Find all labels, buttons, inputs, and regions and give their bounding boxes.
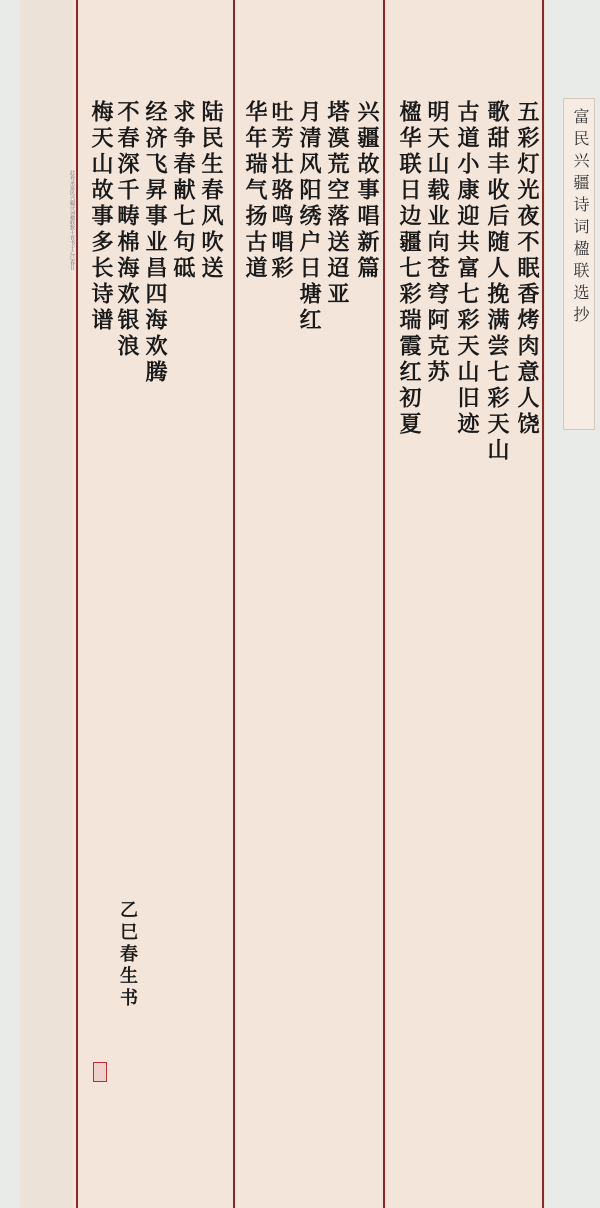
text-column: 不春深千畴棉海欢银浪 (114, 100, 140, 360)
text-column: 歌甜丰收后随人挽满尝七彩天山 (484, 100, 510, 464)
text-column: 求争春献七句砥 (170, 100, 196, 282)
text-column: 梅天山故事多长诗谱 (88, 100, 114, 334)
panel-divider (76, 0, 78, 1208)
text-column: 楹华联日边疆七彩瑞霞红初夏 (396, 100, 422, 438)
panel-divider (233, 0, 235, 1208)
text-column: 经济飞昇事业昌四海欢腾 (142, 100, 168, 386)
text-column: 华年瑞气扬古道 (242, 100, 268, 282)
text-column: 陆民生春风吹送 (198, 100, 224, 282)
text-column: 吐芳壮骆鸣唱彩 (268, 100, 294, 282)
text-column: 明天山载业向苍穹阿克苏 (424, 100, 450, 386)
text-column: 兴疆故事唱新篇 (354, 100, 380, 282)
text-column: 月清风阳绣户日塘红 (296, 100, 322, 334)
text-column: 五彩灯光夜不眠香烤肉意人饶 (514, 100, 540, 438)
text-column: 古道小康迎共富七彩天山旧迹 (454, 100, 480, 438)
colophon-signature: 乙巳春生书 (117, 900, 138, 1010)
text-column: 塔漠荒空落送迢亚 (324, 100, 350, 308)
scroll-title: 富民兴疆诗词楹联选抄 (571, 108, 590, 328)
side-inscription: 此卷录富民兴疆诗词楹联数十首书于乙巳春日 (69, 170, 75, 270)
